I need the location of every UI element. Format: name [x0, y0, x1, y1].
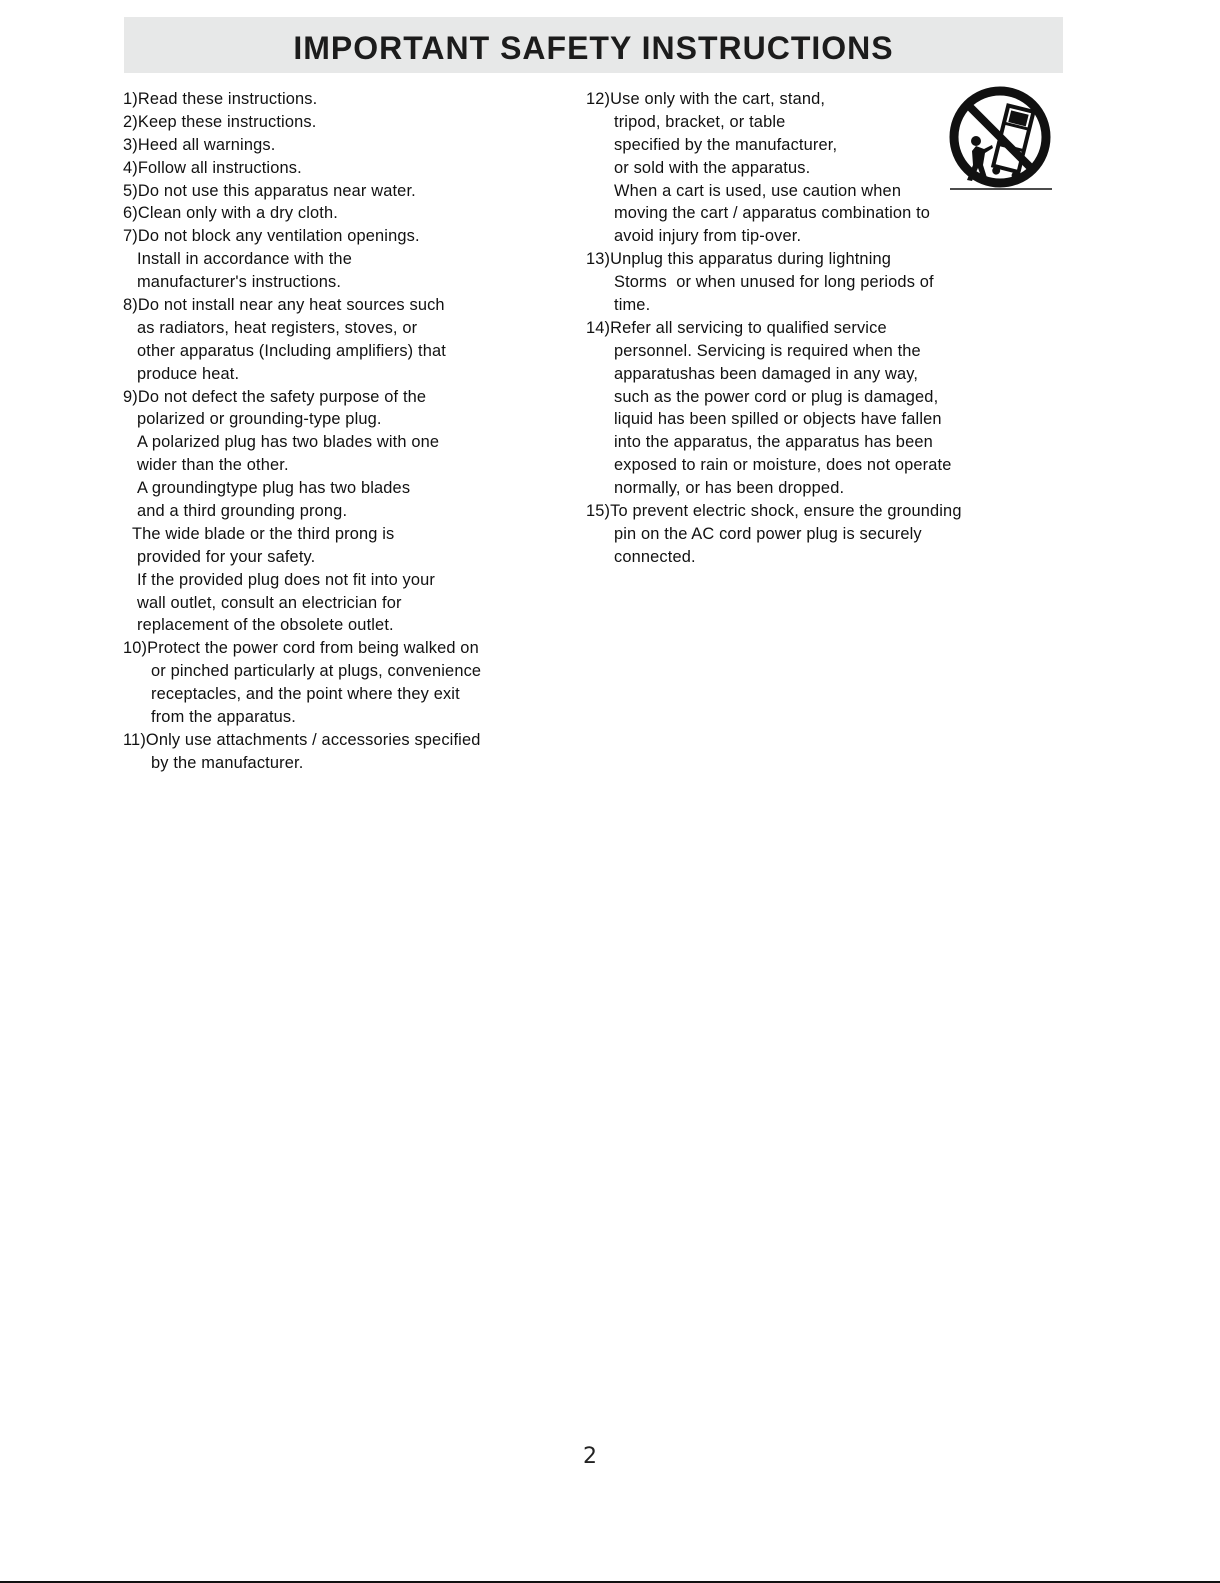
instruction-line: 15)To prevent electric shock, ensure the grounding [586, 502, 962, 521]
instruction-line: manufacturer's instructions. [137, 273, 342, 292]
instruction-line: 6)Clean only with a dry cloth. [123, 204, 338, 223]
instruction-line: as radiators, heat registers, stoves, or [137, 318, 418, 337]
instruction-line: time. [614, 296, 651, 315]
instruction-line: 2)Keep these instructions. [123, 112, 317, 131]
instruction-line: The wide blade or the third prong is [132, 524, 395, 543]
page-title: IMPORTANT SAFETY INSTRUCTIONS [293, 30, 894, 66]
instruction-line: wall outlet, consult an electrician for [137, 593, 402, 612]
instruction-line: 14)Refer all servicing to qualified service [586, 318, 887, 337]
instruction-line: 1)Read these instructions. [123, 90, 318, 108]
cart-tip-over-warning-icon [948, 85, 1058, 195]
page-number: 2 [583, 1444, 597, 1469]
instruction-line: exposed to rain or moisture, does not operate [614, 456, 952, 475]
instruction-line: or pinched particularly at plugs, convenience [151, 662, 482, 681]
instruction-line: 10)Protect the power cord from being walked on [123, 639, 479, 658]
instruction-line: such as the power cord or plug is damaged, [614, 387, 939, 406]
instruction-line: apparatushas been damaged in any way, [614, 364, 919, 383]
instruction-line: A polarized plug has two blades with one [137, 433, 440, 452]
instruction-line: receptacles, and the point where they exit [151, 685, 460, 704]
instruction-line: other apparatus (Including amplifiers) that [137, 341, 446, 360]
instruction-line: If the provided plug does not fit into your [137, 570, 436, 589]
instruction-line: tripod, bracket, or table [614, 112, 786, 131]
instruction-line: and a third grounding prong. [137, 502, 348, 521]
instruction-line: polarized or grounding-type plug. [137, 410, 382, 429]
instruction-line: or sold with the apparatus. [614, 158, 811, 177]
instruction-line: avoid injury from tip-over. [614, 227, 802, 246]
instruction-line: into the apparatus, the apparatus has been [614, 433, 933, 452]
instruction-line: connected. [614, 547, 696, 566]
instruction-line: 4)Follow all instructions. [123, 158, 302, 177]
instruction-line: 7)Do not block any ventilation openings. [123, 227, 420, 246]
instruction-line: 12)Use only with the cart, stand, [586, 90, 826, 108]
instruction-line: liquid has been spilled or objects have fallen [614, 410, 942, 429]
instruction-line: wider than the other. [137, 456, 289, 475]
instruction-line: normally, or has been dropped. [614, 479, 845, 498]
instruction-line: pin on the AC cord power plug is securely [614, 524, 922, 543]
instruction-line: specified by the manufacturer, [614, 135, 838, 154]
instruction-line: 5)Do not use this apparatus near water. [123, 181, 416, 200]
instruction-line: Install in accordance with the [137, 250, 352, 269]
title-banner [124, 17, 1063, 73]
instruction-line: 9)Do not defect the safety purpose of the [123, 387, 427, 406]
instruction-line: Storms or when unused for long periods of [614, 273, 934, 292]
instruction-line: 13)Unplug this apparatus during lightning [586, 250, 892, 269]
instruction-line: When a cart is used, use caution when [614, 181, 902, 200]
instruction-line: 3)Heed all warnings. [123, 135, 276, 154]
instructions-left-column [123, 88, 563, 775]
instruction-line: by the manufacturer. [151, 753, 304, 772]
instruction-line: 8)Do not install near any heat sources such [123, 296, 445, 315]
instruction-line: produce heat. [137, 364, 240, 383]
instruction-line: personnel. Servicing is required when the [614, 341, 921, 360]
instruction-line: replacement of the obsolete outlet. [137, 616, 394, 635]
instruction-line: A groundingtype plug has two blades [137, 479, 411, 498]
instruction-line: from the apparatus. [151, 708, 296, 727]
instruction-line: provided for your safety. [137, 547, 316, 566]
instruction-line: 11)Only use attachments / accessories specified [123, 730, 481, 749]
instruction-line: moving the cart / apparatus combination to [614, 204, 931, 223]
